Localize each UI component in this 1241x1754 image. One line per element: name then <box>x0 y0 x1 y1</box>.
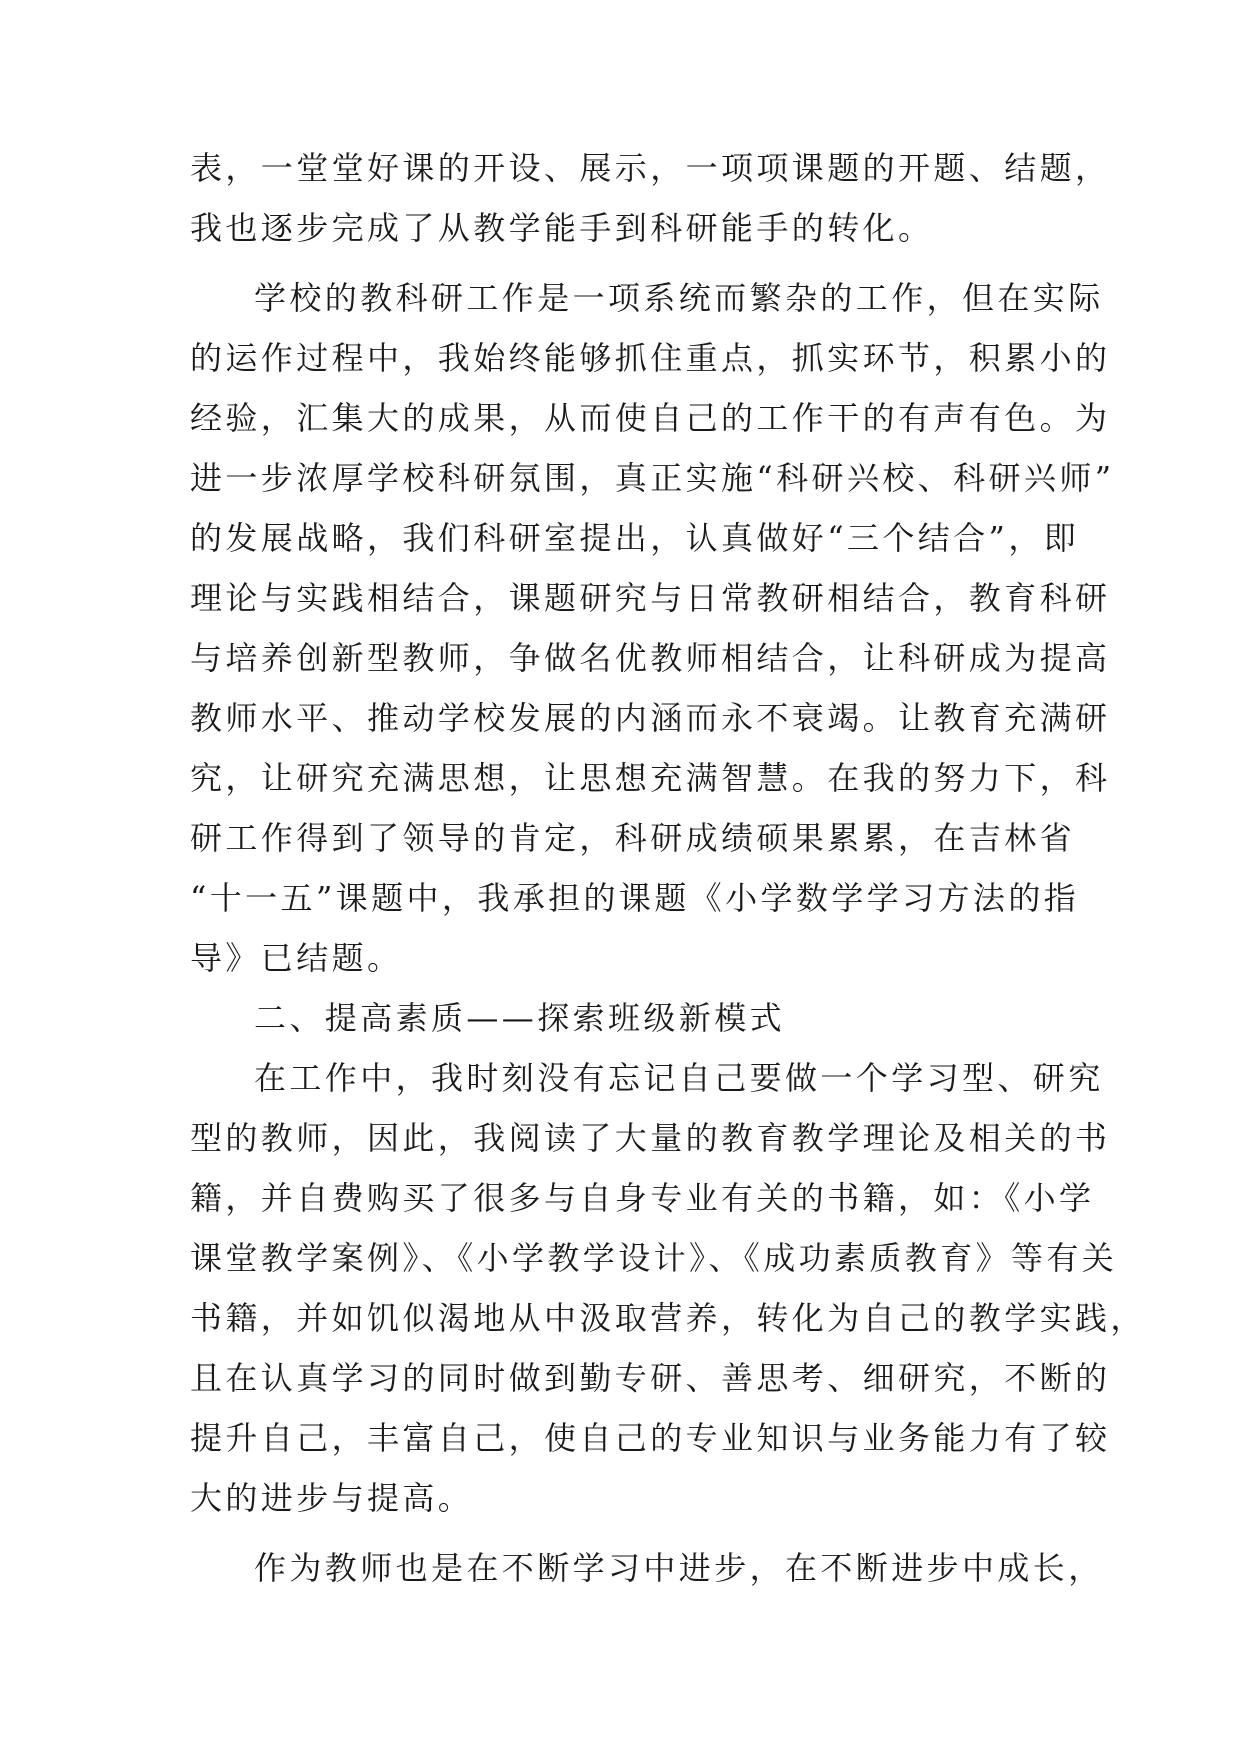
text-line: 我也逐步完成了从教学能手到科研能手的转化。 <box>190 209 934 247</box>
text-line: 与培养创新型教师，争做名优教师相结合，让科研成为提高 <box>190 639 1111 677</box>
text-line: 进一步浓厚学校科研氛围，真正实施“科研兴校、科研兴师” <box>190 459 1115 497</box>
text-line: 经验，汇集大的成果，从而使自己的工作干的有声有色。为 <box>190 399 1111 437</box>
text-line: 的发展战略，我们科研室提出，认真做好“三个结合”，即 <box>190 519 1080 557</box>
text-line: 理论与实践相结合，课题研究与日常教研相结合，教育科研 <box>190 579 1111 617</box>
text-line: 表，一堂堂好课的开设、展示，一项项课题的开题、结题， <box>190 149 1111 187</box>
text-line: 籍，并自费购买了很多与自身专业有关的书籍，如：《小学 <box>190 1179 1095 1217</box>
text-line: 型的教师，因此，我阅读了大量的教育教学理论及相关的书 <box>190 1119 1111 1157</box>
text-line: 学校的教科研工作是一项系统而繁杂的工作，但在实际 <box>254 279 1104 317</box>
text-line: 课堂教学案例》、《小学教学设计》、《成功素质教育》等有关 <box>190 1239 1118 1277</box>
text-line: 导》已结题。 <box>190 939 403 977</box>
text-line: 研工作得到了领导的肯定，科研成绩硕果累累，在吉林省 <box>190 819 1076 857</box>
text-line: 书籍，并如饥似渴地从中汲取营养，转化为自己的教学实践， <box>190 1299 1146 1337</box>
text-line: “十一五”课题中，我承担的课题《小学数学学习方法的指 <box>190 879 1080 917</box>
text-line: 提升自己，丰富自己，使自己的专业知识与业务能力有了较 <box>190 1419 1111 1457</box>
text-line: 且在认真学习的同时做到勤专研、善思考、细研究，不断的 <box>190 1359 1111 1397</box>
text-line: 作为教师也是在不断学习中进步，在不断进步中成长， <box>254 1549 1104 1587</box>
section-heading: 二、提高素质——探索班级新模式 <box>254 999 786 1037</box>
text-line: 大的进步与提高。 <box>190 1479 474 1517</box>
text-line: 教师水平、推动学校发展的内涵而永不衰竭。让教育充满研 <box>190 699 1111 737</box>
text-line: 在工作中，我时刻没有忘记自己要做一个学习型、研究 <box>254 1059 1104 1097</box>
text-line: 究，让研究充满思想，让思想充满智慧。在我的努力下，科 <box>190 759 1111 797</box>
text-line: 的运作过程中，我始终能够抓住重点，抓实环节，积累小的 <box>190 339 1111 377</box>
